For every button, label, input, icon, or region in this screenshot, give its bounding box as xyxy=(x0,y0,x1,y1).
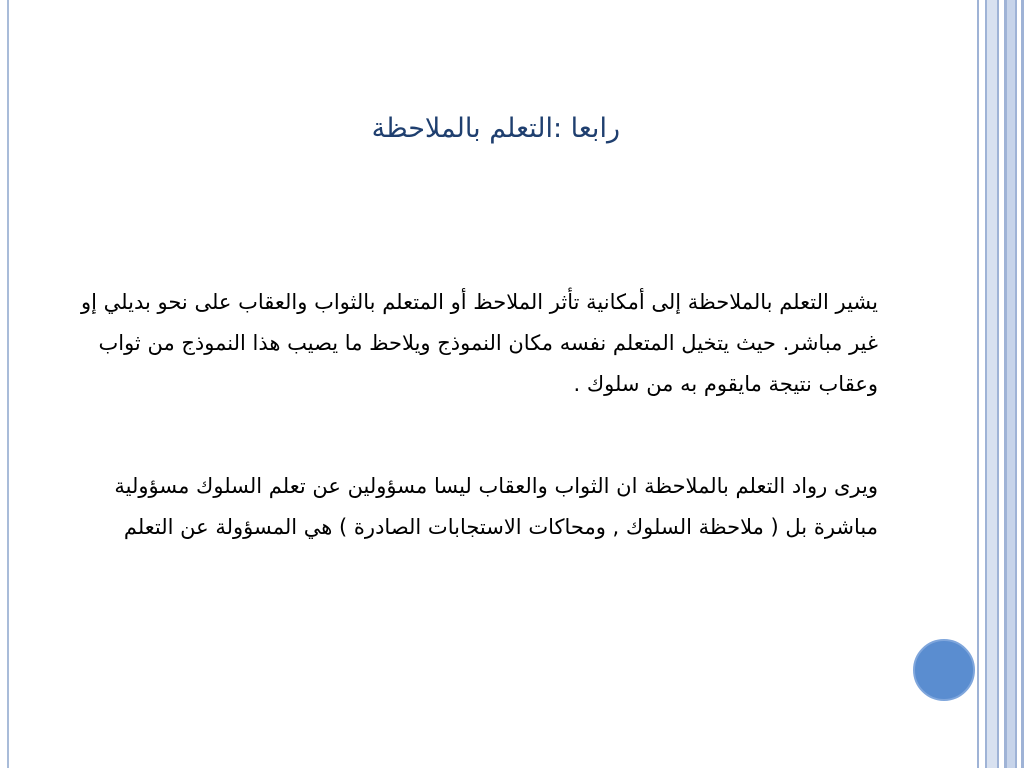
left-border-line xyxy=(7,0,9,768)
body-paragraph-2: ويرى رواد التعلم بالملاحظة ان الثواب والعقاب ليسا مسؤولين عن تعلم السلوك مسؤولية مباشرة بل ( ملاحظة السلوك , ومحاكات الاستجابات الصادرة ) هي المسؤولة عن التعلم xyxy=(114,474,878,539)
decorative-circle-icon xyxy=(913,639,975,701)
body-paragraph-1: يشير التعلم بالملاحظة إلى أمكانية تأثر الملاحظ أو المتعلم بالثواب والعقاب على نحو بديلي إو غير مباشر. حيث يتخيل المتعلم نفسه مكان النموذج ويلاحظ ما يصيب هذا النموذج من ثواب وعقاب نتيجة مايقوم به من سلوك . xyxy=(81,290,878,396)
right-decorative-band xyxy=(977,0,1024,768)
slide-title: رابعا :التعلم بالملاحظة xyxy=(371,113,620,144)
